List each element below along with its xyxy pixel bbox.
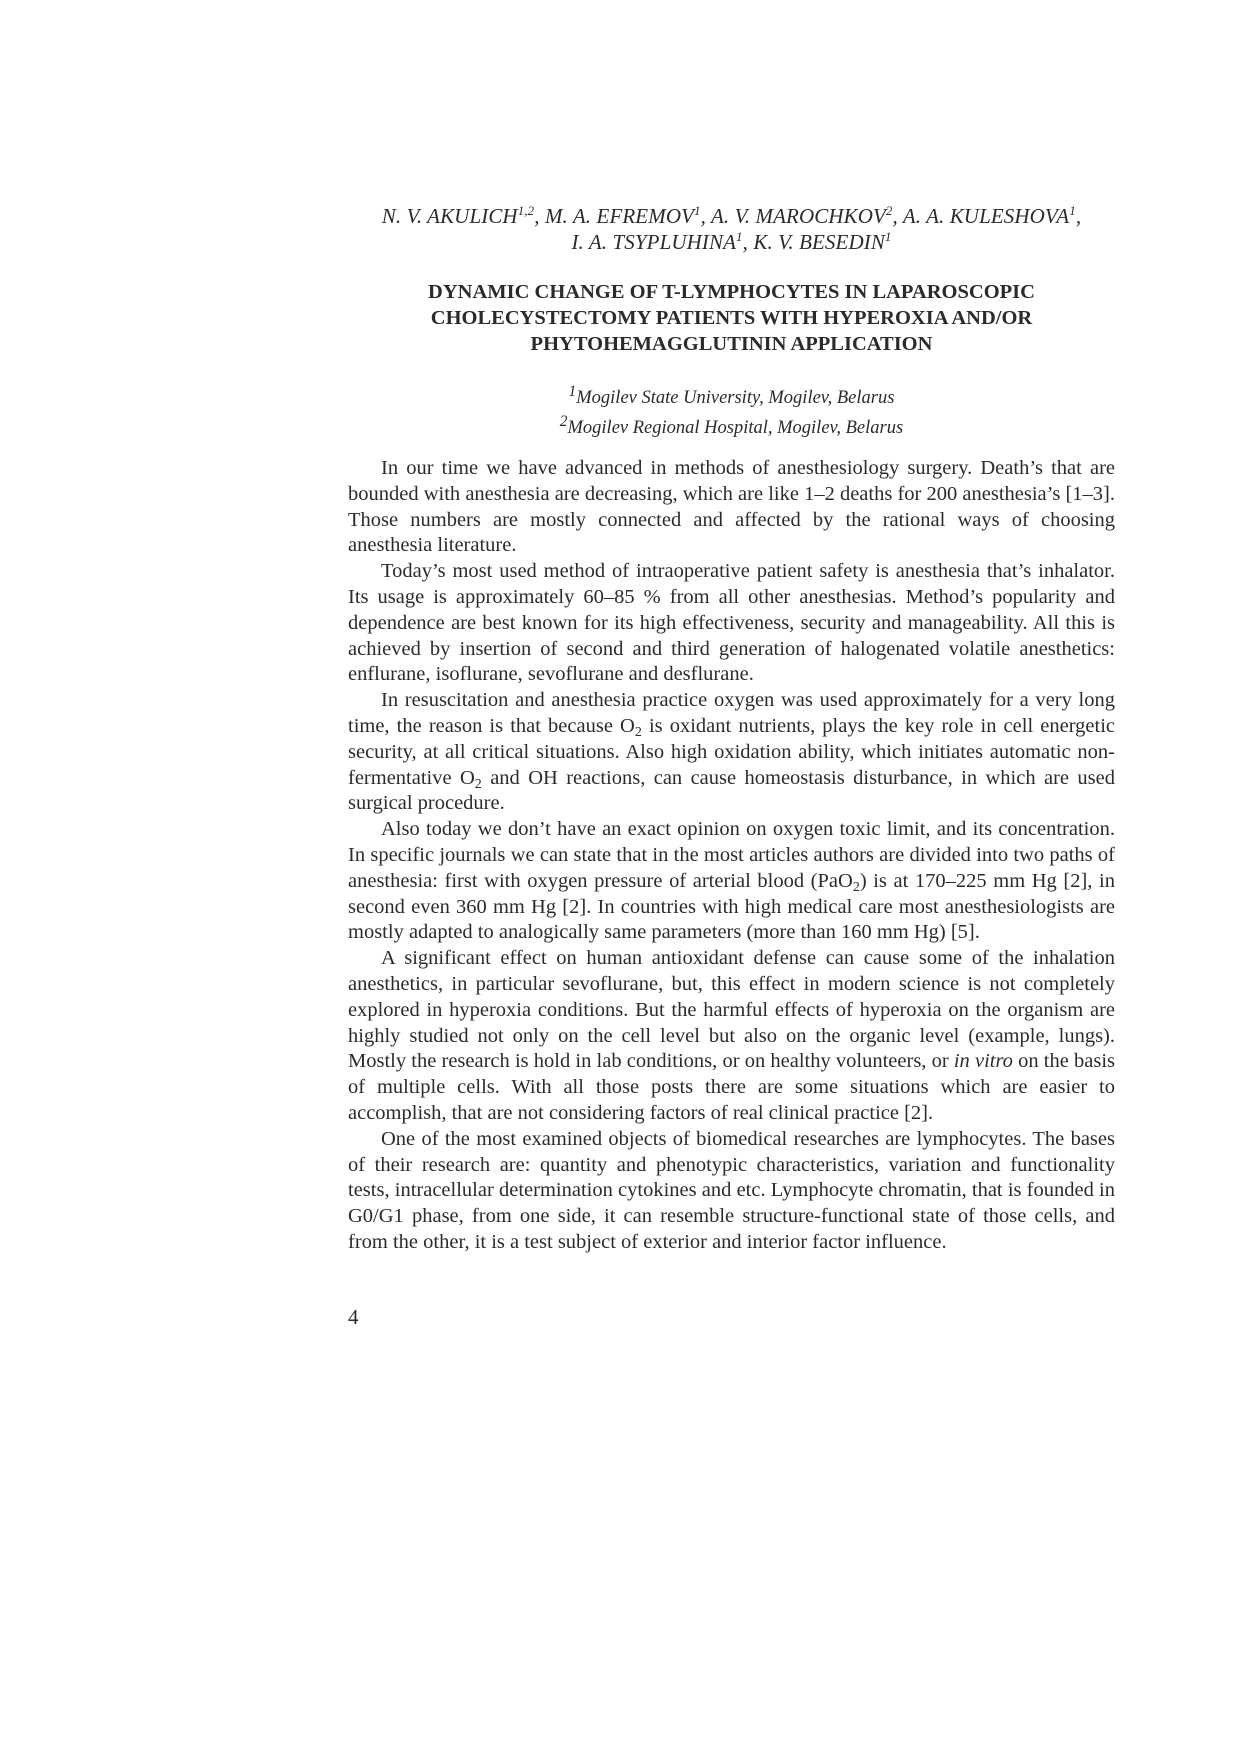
- author-superscript: 2: [885, 203, 893, 218]
- affiliation-1: [348, 380, 1115, 410]
- paragraph-2: Today’s most used method of intraoperative patient safety is anesthesia that’s inhalator. Its usage is approximately 60–85 % from all other anesthesias. Method’s popularity and dependence are best known for its high effectiveness, security and manageability. All this is achieved by insertion of second and third generation of halogenated volatile anesthetics: enflurane, isoflurane, sevoflurane and desflurane.: [348, 560, 1115, 686]
- author-superscript: 1: [1069, 203, 1076, 218]
- author-separator: ,: [700, 204, 711, 228]
- title-line: CHOLECYSTECTOMY PATIENTS WITH HYPEROXIA AND/OR: [430, 307, 1033, 329]
- paragraph-text: A significant effect on human antioxidant defense can cause some of the inhalation anesthetics, in particular sevoflurane, but, this effect in modern science is not completely explored in hyperoxia conditions. But the harmful effects of hyperoxia on the organism are highly studied not only on the cell level but also on the organic level (example, lungs). Mostly the research is hold in lab conditions, or on healthy volunteers, or: [348, 947, 1115, 1073]
- paragraph-6: One of the most examined objects of biomedical researches are lymphocytes. The bases of their research are: quantity and phenotypic characteristics, variation and functionality tests, intracellular determination cytokines and etc. Lymphocyte chromatin, that is founded in G0/G1 phase, from one side, it can resemble structure-functional state of those cells, and from the other, it is a test subject of exterior and interior factor influence.: [348, 1127, 1115, 1253]
- author-line-2: [348, 229, 1115, 255]
- author-line-1: [348, 203, 1115, 229]
- paragraph-text: ) is at 170–225 mm Hg [2], in second even 360 mm Hg [2]. In countries with high medical care most anesthesiologists are mostly adapted to analogically same parameters (more than 160 mm Hg) [5].: [348, 869, 1115, 944]
- author-separator: ,: [534, 204, 545, 228]
- author-name: N. V. AKULICH: [381, 204, 518, 228]
- subscript: 2: [474, 776, 482, 792]
- author-name: A. V. MAROCHKOV: [710, 204, 886, 228]
- affiliation-text: Mogilev Regional Hospital, Mogilev, Belarus: [567, 418, 904, 439]
- affiliation-marker: 1: [568, 383, 577, 400]
- title-line: PHYTOHEMAGGLUTININ APPLICATION: [530, 333, 933, 355]
- paragraph-text: Also today we don’t have an exact opinion on oxygen toxic limit, and its concentration. In specific journals we can state that in the most articles authors are divided into two paths of anesthesia: first with oxygen pressure of arterial blood (PaO: [348, 818, 1115, 892]
- paragraph-text: In resuscitation and anesthesia practice oxygen was used approximately for a very long time, the reason is that because O: [348, 689, 1115, 737]
- author-superscript: 1,2: [517, 203, 535, 218]
- author-name: M. A. EFREMOV: [544, 204, 695, 228]
- subscript: 2: [634, 724, 642, 740]
- author-separator: ,: [1075, 204, 1082, 228]
- subscript: 2: [852, 879, 860, 895]
- paragraph-5: [348, 946, 1115, 1127]
- paragraph-1: In our time we have advanced in methods of anesthesiology surgery. Death’s that are bounded with anesthesia are decreasing, which are like 1–2 deaths for 200 anesthesia’s [1–3]. Those numbers are mostly connected and affected by the rational ways of choosing anesthesia literature.: [348, 457, 1115, 557]
- author-superscript: 1: [694, 203, 701, 218]
- title-line: DYNAMIC CHANGE OF T-LYMPHOCYTES IN LAPAROSCOPIC: [428, 281, 1035, 303]
- paragraph-text: on the basis of multiple cells. With all those posts there are some situations which are easier to accomplish, that are not considering factors of real clinical practice [2].: [348, 1050, 1116, 1124]
- author-name: A. A. KULESHOVA: [902, 204, 1070, 228]
- author-separator: ,: [892, 204, 903, 228]
- paragraph-text: is oxidant nutrients, plays the key role in cell energetic security, at all critical situations. Also high oxidation ability, which initiates automatic non-fermentative O: [348, 714, 1116, 789]
- paragraph-text: and OH reactions, can cause homeostasis disturbance, in which are used surgical procedure.: [348, 766, 1116, 815]
- author-list: [348, 203, 1115, 255]
- paper-title: [348, 279, 1115, 357]
- body-text: [348, 456, 1115, 1256]
- affiliations: [348, 380, 1115, 440]
- author-separator: ,: [742, 230, 754, 254]
- affiliation-marker: 2: [559, 413, 568, 431]
- paragraph-3: [348, 688, 1115, 817]
- author-name: K. V. BESEDIN: [753, 230, 885, 254]
- author-name: I. A. TSYPLUHINA: [571, 230, 737, 254]
- affiliation-text: Mogilev State University, Mogilev, Belarus: [576, 388, 895, 409]
- affiliation-2: [348, 410, 1115, 440]
- author-superscript: 1: [736, 229, 743, 244]
- italic-term: in vitro: [953, 1050, 1013, 1073]
- page-number: 4: [348, 1305, 359, 1329]
- author-superscript: 1: [884, 229, 892, 244]
- paragraph-4: [348, 817, 1115, 946]
